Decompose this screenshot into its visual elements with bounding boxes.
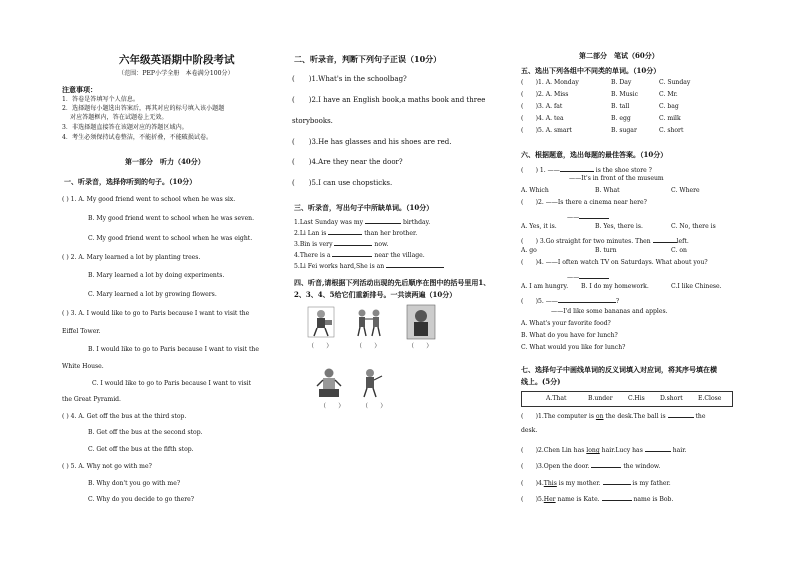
question-line: ( )3.Open the door. the window.: [521, 463, 661, 470]
question-line: ——I'd like some bananas and apples.: [551, 308, 668, 315]
answer-blank[interactable]: [668, 411, 694, 418]
exam-subtitle: （范围：PEP小学全册 本卷满分100分）: [118, 70, 234, 77]
answer-blank[interactable]: [603, 478, 631, 485]
section3-title: 三、听录音，写出句子中所缺单词。（10分）: [294, 203, 434, 212]
question-line: ( ) 4. A. Get off the bus at the third stop.: [62, 413, 187, 420]
section5-title: 五、选出下列各组中不同类的单词。（10分）: [521, 66, 661, 75]
order-paren[interactable]: （ ）: [408, 343, 433, 350]
answer-blank[interactable]: [365, 217, 401, 224]
question-line: ( ) 5. A. Why not go with me?: [62, 463, 152, 470]
question-line: ( ) 3. A. I would like to go to Paris because I want to visit the: [62, 310, 250, 317]
question-line: ( )1.What's in the schoolbag?: [292, 75, 407, 83]
question-line: storybooks.: [292, 117, 333, 125]
question-line: ( ) 3.Go straight for two minutes. Then left.: [521, 238, 689, 245]
answer-blank[interactable]: [334, 239, 372, 246]
question-line: ( ) 2. A. Mary learned a lot by planting trees.: [62, 254, 201, 261]
question-line: ( )5.Her name is Kate. name is Bob.: [521, 496, 674, 503]
question-line: ( )4.Are they near the door?: [292, 158, 403, 166]
answer-blank[interactable]: [579, 212, 609, 219]
answer-blank[interactable]: [558, 296, 616, 303]
question-line: ( )2. ——Is there a cinema near here?: [521, 199, 647, 206]
question-line: ( )2.Chen Lin has long hair.Lucy has hair.: [521, 447, 687, 454]
answer-blank[interactable]: [645, 445, 671, 452]
answer-blank[interactable]: [560, 165, 594, 172]
section6-title: 六、根据题意，选出每题的最佳答案。（10分）: [521, 150, 668, 159]
activity-picture-2: [352, 305, 386, 339]
question-line: B. Why don't you go with me?: [88, 480, 181, 487]
activity-picture-4: [314, 366, 344, 400]
section4-title: 四、听音,请根据下列活动出现的先后顺序在图中的括号里用1、: [294, 278, 491, 287]
option-line: A. What's your favorite food?: [521, 320, 611, 327]
fill-line: 5.Li Fei works hard,She is an: [294, 261, 444, 270]
part2-heading: 第二部分 笔试（60分）: [579, 51, 659, 60]
answer-blank[interactable]: [602, 494, 632, 501]
question-line: ——: [567, 212, 609, 221]
section4-title: 2、3、4、5给它们重新排号。一共读两遍（10分）: [294, 290, 457, 299]
answer-blank[interactable]: [591, 461, 621, 468]
note-line: 1．答卷是答填写个人信息。: [62, 96, 140, 103]
question-line: ( )4.This is my mother. is my father.: [521, 480, 671, 487]
activity-picture-1: [306, 305, 336, 339]
column-right: 第二部分 笔试（60分） 五、选出下列各组中不同类的单词。（10分） ( )1. A. Monday B. Day C. Sunday ( )2. A. Miss B. Music C. Mr. ( )3. A. fat B. tall C. bag ( )4. A. tea B. egg C. milk ( )5. A. smart B. sugar C. short 六、根据题意，选出每题的最佳答案。（10分） ( ) 1. —— is the shoe store ? ——It's in front of the museum A. Which B. What C. Where ( )2. ——Is there a cinema near here? —— A. Yes, it is. B. Yes, there is. C. No, there is ( ) 3.Go straight for two minutes. Then left. A. go B. turn C. on ( )4. ——I often watch TV on Saturdays. What about you? —— A. I am hungry. B. I do my homework. C.I like Chinese. ( )5. —— ? ——I'd like some bananas and apples. A. What's your favorite food? B. What do you have for lunch? C. What would you like for lunch? 七、选择句子中画线单词的反义词填入对应词，将其序号填在横 线上。(5分) A.That B.under C.His D.short E.Close ( )1.The computer is on the desk.The ball is the desk. ( )2.Chen Lin has long hair.Lucy has hair. ( )3.Open the door. the window. ( )4.This is my mother. is my father. ( )5.Her name is Kate. name is Bob.: [519, 0, 739, 562]
answer-blank[interactable]: [386, 261, 444, 268]
activity-picture-5: [356, 366, 386, 400]
answer-blank[interactable]: [579, 272, 609, 279]
question-line: Eiffel Tower.: [62, 328, 101, 335]
answer-blank[interactable]: [328, 228, 362, 235]
fill-line: 2.Li Lan is than her brother.: [294, 230, 418, 237]
question-line: ( )3.He has glasses and his shoes are red.: [292, 138, 452, 146]
question-line: C. I would like to go to Paris because I want to visit: [92, 380, 252, 387]
word-bank-item: E.Close: [698, 395, 722, 402]
section7-title: 线上。(5分): [521, 377, 561, 386]
question-line: ( )1.The computer is on the desk.The ball is the: [521, 413, 706, 420]
exam-title: 六年级英语期中阶段考试: [119, 54, 235, 66]
activity-picture-3: [406, 304, 436, 340]
order-paren[interactable]: （ ）: [308, 343, 333, 350]
word-bank-box: [521, 391, 733, 407]
question-line: ——: [567, 272, 609, 281]
word-bank-item: C.His: [628, 395, 645, 402]
option-line: C. What would you like for lunch?: [521, 344, 626, 351]
question-line: B. Get off the bus at the second stop.: [88, 429, 203, 436]
note-line: 对应答题框内，答在试题卷上无效。: [62, 114, 168, 121]
option-line: B. What do you have for lunch?: [521, 332, 618, 339]
note-line: 2．选择题每小题选出答案后，再其对应的标号填入该小题题: [62, 105, 225, 112]
question-line: C. My good friend went to school when he was eight.: [88, 235, 253, 242]
fill-line: 3.Bin is very now.: [294, 241, 389, 248]
question-line: White House.: [62, 363, 104, 370]
order-paren[interactable]: （ ）: [362, 403, 387, 410]
order-paren[interactable]: （ ）: [356, 343, 381, 350]
question-line: ( ) 1. —— is the shoe store ?: [521, 167, 652, 174]
word-bank-item: A.That: [546, 395, 567, 402]
note-line: 3．非选择题直接答在该题对应的答题区域内。: [62, 124, 188, 131]
answer-blank[interactable]: [653, 236, 677, 243]
question-line: ( )4. ——I often watch TV on Saturdays. What about you?: [521, 259, 708, 266]
question-line: ( )5.I can use chopsticks.: [292, 179, 393, 187]
word-bank-item: B.under: [588, 395, 613, 402]
question-line: the Great Pyramid.: [62, 396, 121, 403]
question-line: ( ) 1. A. My good friend went to school when he was six.: [62, 196, 236, 203]
order-paren[interactable]: （ ）: [320, 403, 345, 410]
fill-line: 1.Last Sunday was my birthday.: [294, 219, 431, 226]
answer-blank[interactable]: [332, 250, 372, 257]
word-bank-item: D.short: [660, 395, 683, 402]
question-line: B. I would like to go to Paris because I want to visit the: [88, 346, 259, 353]
column-middle: [292, 0, 512, 562]
part1-heading: 第一部分 听力（40分）: [125, 157, 205, 166]
question-line: C. Get off the bus at the fifth stop.: [88, 446, 194, 453]
column-left: [62, 0, 284, 562]
question-line: C. Why do you decide to go there?: [88, 496, 195, 503]
notes-heading: 注意事项：: [62, 85, 97, 94]
note-line: 4．考生必须保持试卷整洁，不能折叠，不能破损试卷。: [62, 134, 213, 141]
question-line: ——It's in front of the museum: [569, 175, 664, 182]
question-line: C. Mary learned a lot by growing flowers.: [88, 291, 217, 298]
fill-line: 4.There is a near the village.: [294, 252, 425, 259]
question-line: ( )5. —— ?: [521, 298, 620, 305]
section2-title: 二、听录音，判断下列句子正误（10分）: [294, 54, 442, 64]
question-line: desk.: [521, 427, 538, 434]
section1-title: 一、听录音，选择你听到的句子。（10分）: [64, 177, 197, 186]
question-line: B. My good friend went to school when he was seven.: [88, 215, 255, 222]
question-line: B. Mary learned a lot by doing experiments.: [88, 272, 225, 279]
section7-title: 七、选择句子中画线单词的反义词填入对应词，将其序号填在横: [521, 365, 717, 374]
question-line: ( )2.I have an English book,a maths book and three: [292, 96, 486, 104]
